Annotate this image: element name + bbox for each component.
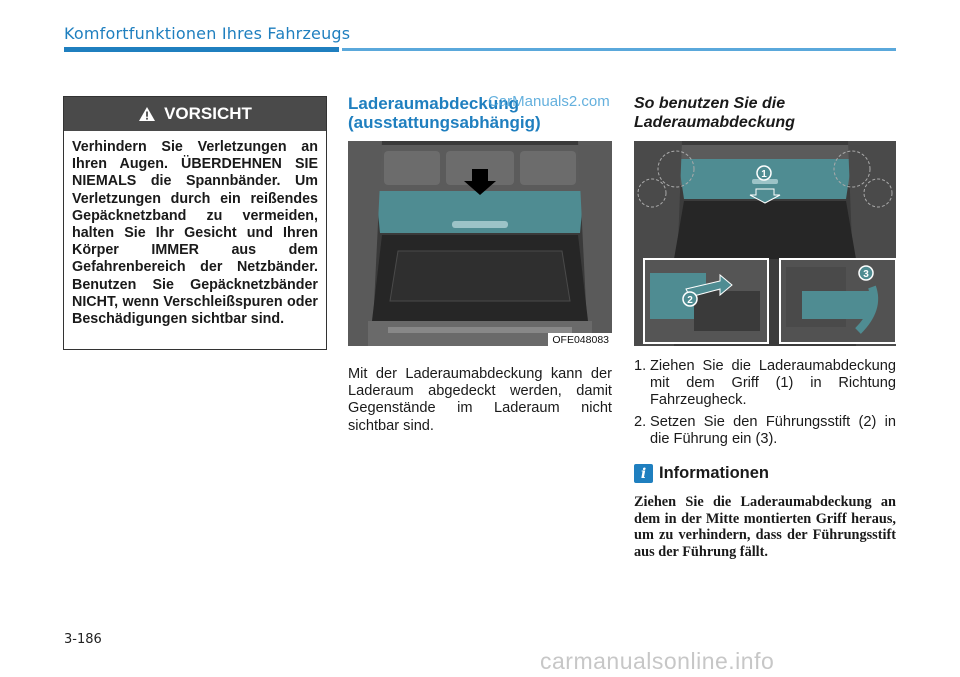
step-item	[634, 414, 896, 448]
caution-box	[63, 96, 327, 350]
step-text: Setzen Sie den Führungsstift (2) in die Führung ein (3).	[650, 413, 896, 447]
cargo-cover-illustration	[348, 141, 612, 346]
info-text: Ziehen Sie die Laderaumabdeckung an dem in der Mitte montierten Griff heraus, um zu verhindern, dass der Führungsstift aus der Führung fällt.	[634, 494, 896, 560]
step-item	[634, 358, 896, 410]
section-title-usage: So benutzen Sie die Laderaumabdeckung	[634, 95, 795, 131]
image-code: OFE048083	[548, 333, 612, 346]
caution-text: Verhindern Sie Verletzungen an Ihren Augen. ÜBERDEHNEN SIE NIEMALS die Spannbänder. Um Verletzungen durch ein reißendes Gepäcknetzband zu vermeiden, halten Sie Ihr Gesicht und Ihren Körper IMMER aus dem Gefahrenbereich der Netzbänder. Benutzen Sie Gepäcknetzbänder NICHT, wenn Verschleißspuren oder Beschädigungen sichtbar sind.	[72, 139, 318, 328]
caution-heading: VORSICHT	[164, 104, 252, 123]
cover-description: Mit der Laderaumabdeckung kann der Laderaum abgedeckt werden, damit Gegenstände im Laderaum nicht sichtbar sind.	[348, 366, 612, 434]
info-title: Informationen	[659, 464, 769, 482]
header-rule-light	[342, 48, 896, 51]
cover-usage-photo	[634, 141, 896, 346]
step-number: 2.	[634, 413, 647, 430]
caution-header	[64, 97, 326, 131]
chapter-title: Komfortfunktionen Ihres Fahrzeugs	[64, 24, 351, 43]
info-header	[634, 464, 769, 483]
step-text: Ziehen Sie die Laderaumabdeckung mit dem Griff (1) in Richtung Fahrzeugheck.	[650, 358, 896, 409]
callout-1: 1	[761, 169, 767, 180]
warning-icon	[138, 106, 156, 122]
info-icon: i	[634, 464, 653, 483]
footer-watermark: carmanualsonline.info	[540, 648, 775, 674]
callout-2: 2	[687, 295, 693, 306]
watermark-text: CarManuals2.com	[488, 93, 610, 110]
callout-3: 3	[863, 269, 869, 280]
header-rule-dark	[64, 47, 339, 52]
cargo-cover-photo	[348, 141, 612, 346]
steps-list	[634, 358, 896, 452]
cover-usage-illustration	[634, 141, 896, 346]
page-number: 3-186	[64, 632, 102, 647]
section-title-cover: Laderaumabdeckung (ausstattungsabhängig)	[348, 94, 541, 132]
step-number: 1.	[634, 358, 647, 374]
